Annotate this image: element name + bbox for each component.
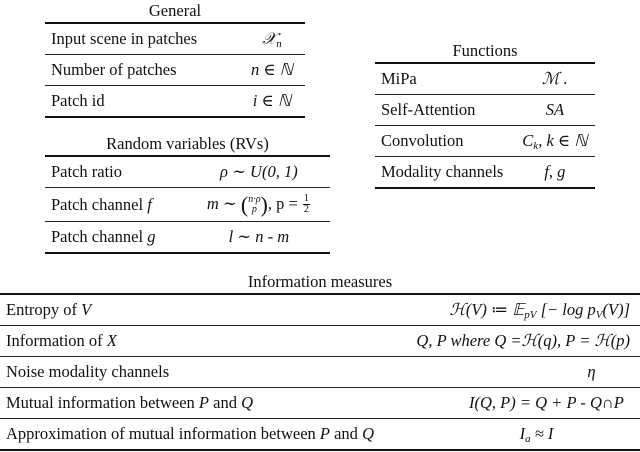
information-measures-table — [0, 271, 640, 451]
table-row — [0, 388, 640, 419]
row-label: Number of patches — [51, 60, 177, 79]
random-variables-table — [45, 133, 330, 254]
row-symbol: i ∈ ℕ — [252, 91, 292, 110]
row-symbol: Q, P where Q =ℋ(q), P = ℋ(p) — [416, 331, 630, 350]
row-label: Approximation of mutual information between P and Q — [6, 424, 374, 443]
row-symbol: ℳ . — [541, 69, 568, 88]
table-row — [0, 294, 640, 326]
general-grid — [45, 22, 305, 118]
table-row — [375, 157, 595, 189]
table-row — [45, 156, 330, 188]
row-symbol: $I_a \approx I$ — [519, 423, 554, 445]
row-symbol: m ∼ ( n·ρ p ), p = $\frac{1}{2}$ — [206, 191, 309, 217]
row-label: Information of X — [6, 331, 117, 350]
general-caption: General — [148, 1, 202, 20]
row-symbol: n ∈ ℕ — [250, 60, 293, 79]
table-row — [0, 326, 640, 357]
functions-grid — [375, 62, 595, 189]
row-symbol: 𝒳$_n$ — [262, 28, 282, 50]
table-row — [0, 419, 640, 451]
rv-grid — [45, 155, 330, 254]
row-label: Patch ratio — [51, 162, 123, 181]
table-row — [45, 86, 305, 118]
info-caption: Information measures — [247, 272, 393, 291]
row-symbol: f, g — [544, 162, 566, 181]
table-row — [45, 222, 330, 254]
table-row — [375, 126, 595, 157]
table-row — [0, 357, 640, 388]
table-row — [45, 188, 330, 222]
row-label: MiPa — [381, 69, 417, 88]
row-symbol: I(Q, P) = Q + P - Q∩P — [469, 393, 624, 412]
row-label: Patch channel g — [51, 227, 156, 246]
row-label: Input scene in patches — [51, 29, 198, 48]
row-symbol: $C_k$, k ∈ ℕ — [522, 130, 588, 152]
row-label: Modality channels — [381, 162, 504, 181]
row-symbol: ℋ(V) ≔ 𝔼$_{pV}$ [− $\log p_V(V)$] — [449, 299, 630, 321]
row-label: Entropy of V — [6, 300, 92, 319]
functions-table — [375, 40, 595, 189]
row-label: Mutual information between P and Q — [6, 393, 254, 412]
table-row — [375, 63, 595, 95]
row-label: Self-Attention — [381, 100, 476, 119]
row-symbol: ρ ∼ U(0, 1) — [220, 162, 298, 181]
table-row — [45, 55, 305, 86]
info-grid — [0, 293, 640, 451]
row-label: Convolution — [381, 131, 464, 150]
table-row — [375, 95, 595, 126]
row-label: Patch channel f — [51, 194, 152, 214]
rv-caption: Random variables (RVs) — [106, 134, 269, 153]
row-label: Patch id — [51, 91, 105, 110]
row-symbol: l ∼ n - m — [228, 227, 290, 246]
general-table — [45, 0, 305, 118]
row-symbol: η — [587, 362, 596, 381]
table-row — [45, 23, 305, 55]
row-label: Noise modality channels — [6, 362, 170, 381]
row-symbol: SA — [545, 100, 565, 119]
functions-caption: Functions — [452, 41, 518, 60]
